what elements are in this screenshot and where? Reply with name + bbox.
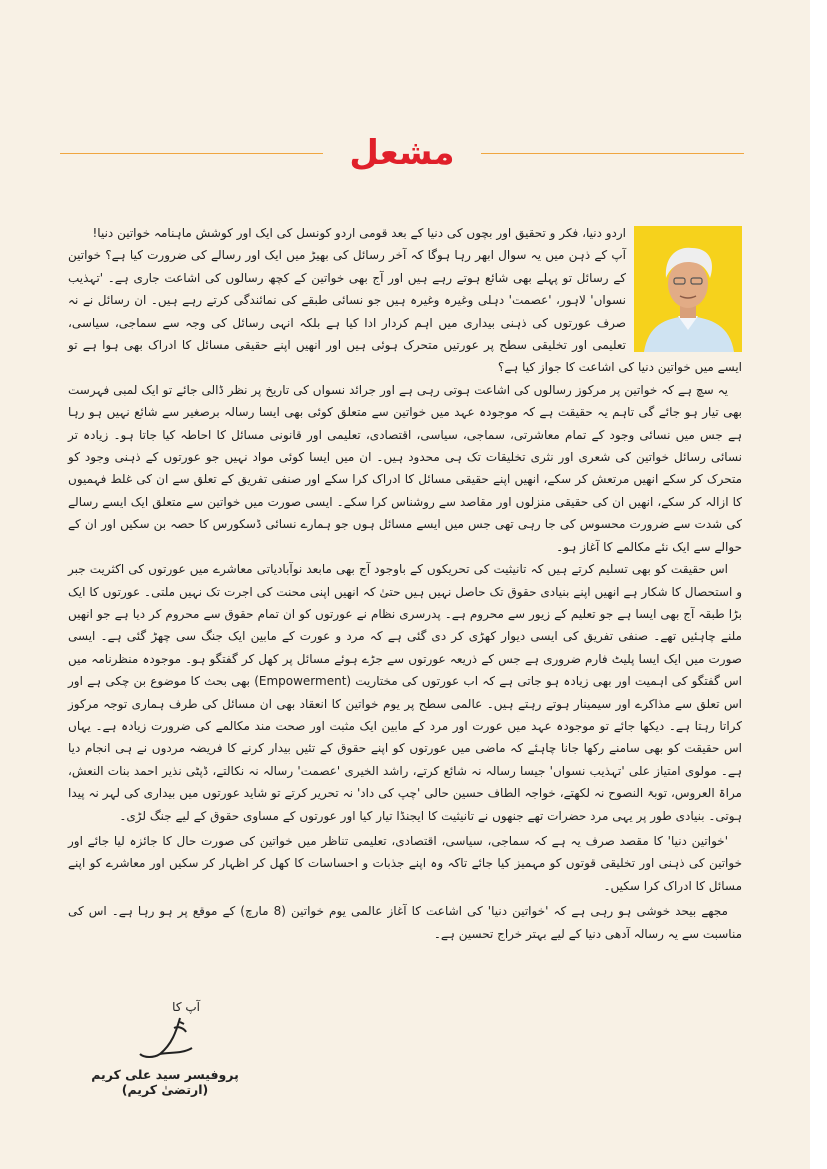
paragraph-intro: اردو دنیا، فکر و تحقیق اور بچوں کی دنیا کے بعد قومی اردو کونسل کی ایک اور کوشش ماہنامہ خواتین دنیا! xyxy=(92,226,626,240)
editorial-body xyxy=(68,222,742,945)
paragraph: آپ کے ذہن میں یہ سوال ابھر رہا ہوگا کہ آخر رسائل کی بھیڑ میں ایک اور رسالے کی ضرورت کیا ہے؟ خواتین کے رسائل تو پہلے بھی شائع ہوتے رہے ہیں اور آج بھی خواتین کے کچھ رسالوں کی اشاعت جاری ہے۔ 'تہذیب نسواں' لاہور، 'عصمت' دہلی وغیرہ وغیرہ ہیں جو نسائی طبقے کی نمائندگی کرتے رہے ہیں۔ ان رسائل نے نہ صرف عورتوں کی ذہنی بیداری میں اہم کردار ادا کیا ہے بلکہ انہی رسائل کی وجہ سے سماجی، سیاسی، تعلیمی اور تخلیقی سطح پر عورتیں متحرک ہوئی ہیں اور انھیں اپنے حقیقی مسائل کا ادراک بھی ہوا ہے تو ایسے میں خواتین دنیا کی اشاعت کا جواز کیا ہے؟ xyxy=(68,248,742,375)
divider-left xyxy=(60,153,323,154)
paragraph: 'خواتین دنیا' کا مقصد صرف یہ ہے کہ سماجی، سیاسی، اقتصادی، تعلیمی تناظر میں خواتین کی صورت حال کا جائزہ لیا جائے اور خواتین کی ذہنی اور تخلیقی قوتوں کو مہمیز کیا جائے تاکہ وہ اپنے جذبات و احساسات کا کھل کر اظہار کر سکیں اور معاشرے کو اپنے مسائل کا ادراک کرا سکیں۔ xyxy=(68,833,742,893)
divider-right xyxy=(481,153,744,154)
title-row xyxy=(60,128,744,178)
closing-text: آپ کا xyxy=(172,1000,200,1014)
page-title: مشعل xyxy=(349,133,455,173)
author-name: پروفیسر سید علی کریم (ارتضیٰ کریم) xyxy=(91,1067,239,1097)
author-photo xyxy=(634,226,742,352)
paragraph: اس حقیقت کو بھی تسلیم کرتے ہیں کہ تانیثیت کی تحریکوں کے باوجود آج بھی مابعد نوآبادیاتی معاشرے میں عورتوں کی اکثریت جبر و استحصال کا شکار ہے انھیں اپنے بنیادی حقوق تک حاصل نہیں ہیں حتیٰ کہ انھیں اپنی محنت کی اجرت تک نہیں ملتی۔ عورتوں کا ایک بڑا طبقہ آج بھی ایسا ہے جو تعلیم کے زیور سے محروم ہے۔ پدرسری نظام نے عورتوں کو ان تمام حقوق سے محروم کر دیا ہے جو انھیں ملنے چاہئیں تھے۔ صنفی تفریق کی ایسی دیوار کھڑی کر دی گئی ہے کہ مرد و عورت کے مابین ایک جنگ سی چھڑ گئی ہے۔ ایسی صورت میں ایک ایسا پلیٹ فارم ضروری ہے جس کے ذریعہ عورتوں سے جڑے ہوئے مسائل پر کھل کر گفتگو ہو۔ موجودہ منظرنامہ میں اس گفتگو کی اہمیت اور بھی زیادہ ہو جاتی ہے کہ اب عورتوں کی مختاریت (Empowerment) بھی بحث کا موضوع بن چکی ہے اور اس تعلق سے مذاکرے اور سیمینار ہوتے رہتے ہیں۔ عالمی سطح پر یوم خواتین کا انعقاد بھی ان مسائل کی طرف ہماری توجہ مرکوز کراتا رہتا ہے۔ دیکھا جائے تو موجودہ عہد میں عورت اور مرد کے مابین ایک مثبت اور صحت مند مکالمے کی ضرورت زیادہ ہے۔ یہاں اس حقیقت کو بھی سامنے رکھا جانا چاہئے کہ ماضی میں عورتوں کو اپنے حقوق کے تئیں بیدار کرنے کا فریضہ مردوں نے ہی انجام دیا ہے۔ مولوی امتیاز علی 'تہذیب نسواں' جیسا رسالہ نہ شائع کرتے، راشد الخیری 'عصمت' رسالہ نہ نکالتے، ڈپٹی نذیر احمد بنات النعش، مراۃ العروس، توبۃ النصوح نہ لکھتے، خواجہ الطاف حسین حالی 'چپ کی داد' نہ تحریر کرتے تو شاید عورتوں میں بیداری کی لہر نہ پیدا ہوتی۔ بنیادی طور پر یہی مرد حضرات تھے جنھوں نے تانیثیت کا ایجنڈا تیار کیا اور عورتوں کے مساوی حقوق کے لیے جنگ لڑی۔ xyxy=(68,562,742,823)
signature-block xyxy=(70,1000,260,1097)
paragraph: یہ سچ ہے کہ خواتین پر مرکوز رسالوں کی اشاعت ہوتی رہی ہے اور جرائد نسواں کی تاریخ پر نظر ڈالی جائے تو ایک لمبی فہرست بھی تیار ہو جائے گی تاہم یہ حقیقت ہے کہ موجودہ عہد میں خواتین سے متعلق کوئی بھی ایسا رسالہ برصغیر سے شائع نہیں ہو رہا ہے جس میں نسائی وجود کے تمام معاشرتی، سماجی، سیاسی، اقتصادی، تعلیمی اور قانونی مسائل کا احاطہ کیا جاتا ہو۔ زیادہ تر نسائی رسائل خواتین کی شعری اور نثری تخلیقات تک ہی محدود ہیں۔ ان میں ایسا کوئی مواد نہیں جو عورتوں کے ذہنی وجود کو متحرک کر سکے انھیں مرتعش کر سکے، انھیں اپنے حقیقی مسائل کا ادراک کرا سکے اور صنفی تفریق کے تعلق سے ان کی غلط فہمیوں کا ازالہ کر سکے، انھیں ان کی حقیقی منزلوں اور مقاصد سے روشناس کرا سکے۔ ایسی صورت میں خواتین سے متعلق ایک ایسے رسالے کی شدت سے ضرورت محسوس کی جا رہی تھی جس میں ایسے مسائل ہوں جو ہمارے نسائی ڈسکورس کا حصہ بن سکیں اور ان کے حوالے سے ایک نئے مکالمے کا آغاز ہو۔ xyxy=(68,382,742,554)
paragraph: مجھے بیحد خوشی ہو رہی ہے کہ 'خواتین دنیا' کی اشاعت کا آغاز عالمی یوم خواتین (8 مارچ) کے موقع پر ہو رہا ہے۔ اس کی مناسبت سے یہ رسالہ آدھی دنیا کے لیے بہتر خراج تحسین ہے۔ xyxy=(68,904,742,941)
handwritten-signature xyxy=(130,1014,200,1062)
